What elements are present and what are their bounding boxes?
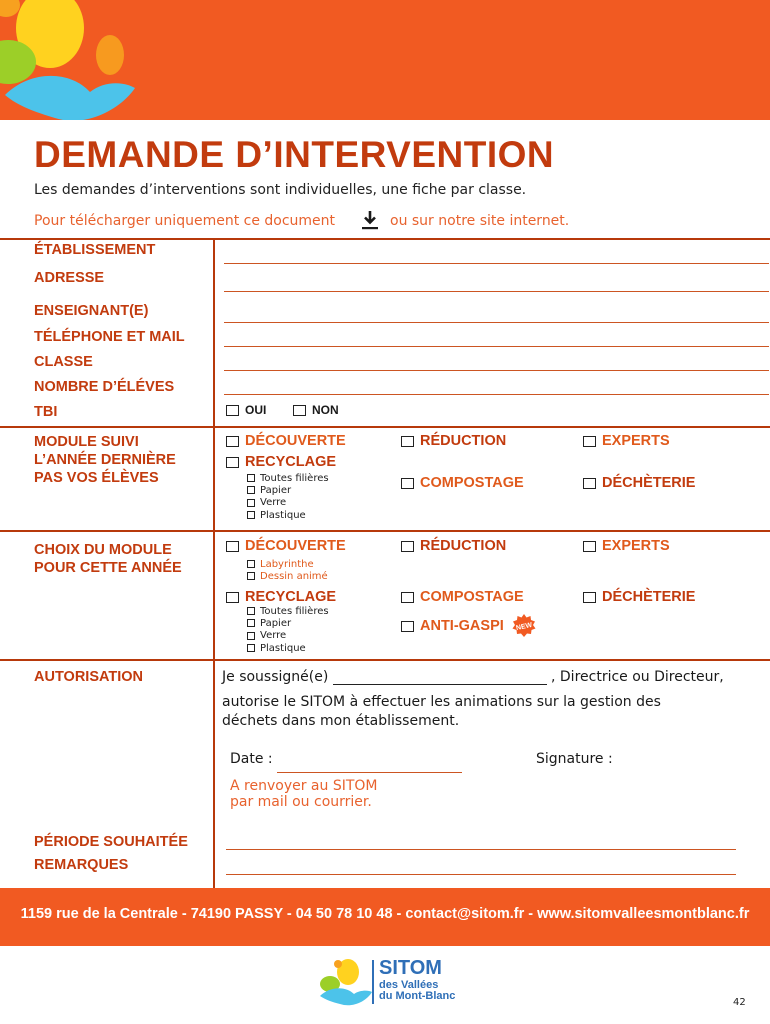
- sitom-logo: [316, 958, 376, 1010]
- suivi-experts-checkbox[interactable]: [583, 433, 670, 449]
- choix-experts-checkbox[interactable]: [583, 538, 670, 554]
- form-column-divider: [213, 238, 215, 888]
- label-telephone: TÉLÉPHONE ET MAIL: [34, 329, 185, 345]
- suivi-compostage-label: COMPOSTAGE: [420, 475, 524, 491]
- suivi-sub-toutes-filieres[interactable]: Toutes filières: [247, 472, 329, 484]
- choix-sub-toutes-filieres[interactable]: Toutes filières: [247, 605, 329, 617]
- autorisation-je-soussigne: Je soussigné(e): [222, 669, 329, 685]
- autorisation-text-line2: autorise le SITOM à effectuer les animations sur la gestion des: [222, 694, 661, 710]
- svg-text:NEW: NEW: [515, 621, 533, 633]
- suivi-sub-papier[interactable]: Papier: [247, 484, 329, 496]
- suivi-reduction-label: RÉDUCTION: [420, 433, 507, 449]
- download-icon[interactable]: [361, 210, 379, 234]
- suivi-reduction-checkbox[interactable]: [401, 433, 506, 449]
- logo-divider: [372, 960, 374, 1004]
- tbi-non-label: NON: [312, 403, 339, 417]
- label-nombre-eleves: NOMBRE D’ÉLÉVES: [34, 379, 175, 395]
- choix-compostage-checkbox[interactable]: [401, 589, 524, 605]
- suivi-sub-plastique[interactable]: Plastique: [247, 509, 329, 521]
- choix-recyclage-sublist: [247, 605, 329, 654]
- choix-recyclage-label: RECYCLAGE: [245, 589, 337, 605]
- label-classe: CLASSE: [34, 354, 93, 370]
- suivi-decouverte-checkbox[interactable]: [226, 433, 346, 449]
- choix-reduction-checkbox[interactable]: [401, 538, 506, 554]
- autorisation-text-line3: déchets dans mon établissement.: [222, 713, 460, 729]
- remarques-field[interactable]: [226, 874, 736, 875]
- telephone-field[interactable]: [224, 346, 769, 347]
- choix-decouverte-checkbox[interactable]: [226, 538, 346, 554]
- choix-sub-papier[interactable]: Papier: [247, 617, 329, 629]
- section-divider: [0, 426, 770, 428]
- form-top-rule: [0, 238, 770, 240]
- page-number: 42: [733, 997, 746, 1008]
- page-title: DEMANDE D’INTERVENTION: [34, 134, 555, 175]
- etablissement-field[interactable]: [224, 263, 769, 264]
- choix-sub-verre[interactable]: Verre: [247, 630, 329, 642]
- choix-experts-label: EXPERTS: [602, 538, 670, 554]
- label-adresse: ADRESSE: [34, 270, 105, 286]
- website-text: ou sur notre site internet.: [390, 213, 570, 229]
- date-field[interactable]: [277, 772, 462, 773]
- logo-line2: des Vallées: [379, 979, 439, 991]
- autorisation-directeur: , Directrice ou Directeur,: [551, 669, 724, 685]
- suivi-recyclage-sublist: [247, 472, 329, 521]
- return-instructions: [230, 778, 378, 810]
- label-periode: PÉRIODE SOUHAITÉE: [34, 834, 188, 850]
- label-etablissement: ÉTABLISSEMENT: [34, 242, 156, 258]
- nombre-eleves-field[interactable]: [224, 394, 769, 395]
- enseignant-field[interactable]: [224, 322, 769, 323]
- sitom-logo-shapes: [0, 0, 150, 120]
- autorisation-label: AUTORISATION: [34, 669, 144, 685]
- choix-decouverte-label: DÉCOUVERTE: [245, 538, 346, 554]
- suivi-recyclage-checkbox[interactable]: [226, 454, 336, 470]
- logo-sitom: SITOM: [379, 957, 442, 979]
- label-remarques: REMARQUES: [34, 857, 129, 873]
- new-badge: [512, 614, 536, 638]
- choix-module-label-line1: CHOIX DU MODULE: [34, 542, 172, 558]
- contact-info: 1159 rue de la Centrale - 74190 PASSY - 04 50 78 10 48 - contact@sitom.fr - www.sitomvalleesmontblanc.fr: [20, 906, 750, 922]
- module-suivi-label-line2: L’ANNÉE DERNIÈRE: [34, 452, 176, 468]
- tbi-oui-checkbox[interactable]: [226, 403, 266, 417]
- choix-decheterie-label: DÉCHÈTERIE: [602, 589, 696, 605]
- header-banner: [0, 0, 770, 120]
- choix-sub-labyrinthe[interactable]: Labyrinthe: [247, 558, 328, 570]
- section-divider: [0, 530, 770, 532]
- suivi-compostage-checkbox[interactable]: [401, 475, 524, 491]
- choix-compostage-label: COMPOSTAGE: [420, 589, 524, 605]
- choix-module-label: [34, 541, 182, 577]
- tbi-oui-label: OUI: [245, 403, 267, 417]
- module-suivi-label-line1: MODULE SUIVI: [34, 434, 139, 450]
- download-text: Pour télécharger uniquement ce document: [34, 213, 336, 229]
- adresse-field[interactable]: [224, 291, 769, 292]
- sitom-logo-icon: [316, 958, 376, 1006]
- periode-field[interactable]: [226, 849, 736, 850]
- choix-decouverte-sublist: [247, 558, 328, 583]
- choix-recyclage-checkbox[interactable]: [226, 589, 336, 605]
- choix-anti-gaspi-checkbox[interactable]: [401, 618, 504, 634]
- label-enseignant: ENSEIGNANT(E): [34, 303, 149, 319]
- classe-field[interactable]: [224, 370, 769, 371]
- return-line1: A renvoyer au SITOM: [230, 778, 378, 794]
- choix-decheterie-checkbox[interactable]: [583, 589, 695, 605]
- choix-sub-plastique[interactable]: Plastique: [247, 642, 329, 654]
- suivi-experts-label: EXPERTS: [602, 433, 670, 449]
- choix-module-label-line2: POUR CETTE ANNÉE: [34, 560, 182, 576]
- signature-label: Signature :: [536, 751, 613, 767]
- choix-anti-gaspi-label: ANTI-GASPI: [420, 618, 504, 634]
- date-label: Date :: [230, 751, 273, 767]
- label-tbi: TBI: [34, 404, 58, 420]
- logo-line3: du Mont-Blanc: [379, 990, 456, 1002]
- suivi-decheterie-checkbox[interactable]: [583, 475, 695, 491]
- nom-signataire-field[interactable]: [333, 684, 547, 685]
- choix-reduction-label: RÉDUCTION: [420, 538, 507, 554]
- section-divider: [0, 659, 770, 661]
- tbi-non-checkbox[interactable]: [293, 403, 339, 417]
- return-line2: par mail ou courrier.: [230, 794, 372, 810]
- suivi-recyclage-label: RECYCLAGE: [245, 454, 337, 470]
- module-suivi-label-line3: PAS VOS ÉLÈVES: [34, 470, 159, 486]
- page-subtitle: Les demandes d’interventions sont individuelles, une fiche par classe.: [34, 182, 527, 198]
- suivi-decheterie-label: DÉCHÈTERIE: [602, 475, 696, 491]
- suivi-sub-verre[interactable]: Verre: [247, 497, 329, 509]
- module-suivi-label: [34, 433, 176, 487]
- suivi-decouverte-label: DÉCOUVERTE: [245, 433, 346, 449]
- choix-sub-dessin-anime[interactable]: Dessin animé: [247, 570, 328, 582]
- sitom-logo-text: [379, 958, 455, 1002]
